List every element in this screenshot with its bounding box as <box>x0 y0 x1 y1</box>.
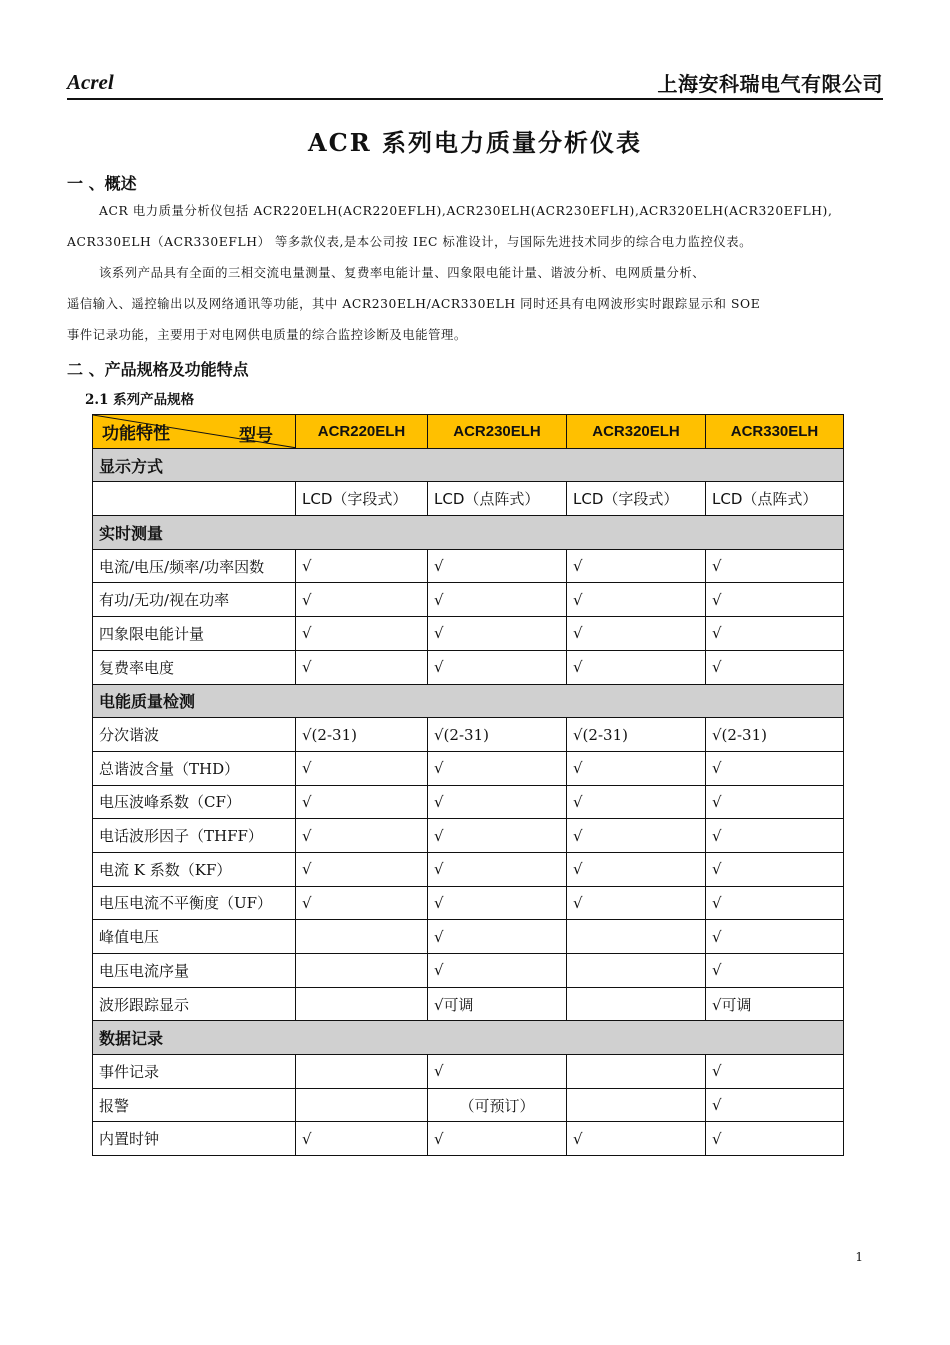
table-row <box>93 920 844 954</box>
table-cell: √ <box>428 886 567 920</box>
table-cell: √ <box>428 583 567 617</box>
corner-feature-label: 功能特性 <box>102 423 170 444</box>
brand-name: Acrel <box>67 70 114 94</box>
table-row <box>93 482 844 516</box>
feature-label: 分次谐波 <box>93 718 296 752</box>
table-cell: √ <box>428 1122 567 1156</box>
feature-label: 内置时钟 <box>93 1122 296 1156</box>
table-row <box>93 954 844 988</box>
section-label: 数据记录 <box>93 1021 844 1055</box>
page-header <box>67 66 883 100</box>
table-cell <box>296 920 428 954</box>
table-cell: √ <box>428 617 567 651</box>
section-label: 电能质量检测 <box>93 684 844 718</box>
table-cell: √ <box>567 886 706 920</box>
model-header: ACR330ELH <box>706 415 844 449</box>
table-cell: √ <box>296 650 428 684</box>
para1-line2: ACR330ELH（ACR330EFLH） 等多款仪表,是本公司按 IEC 标准设计，与国际先进技术同步的综合电力监控仪表。 <box>67 235 753 249</box>
table-cell: √ <box>428 819 567 853</box>
feature-label: 波形跟踪显示 <box>93 987 296 1021</box>
feature-label: 电压波峰系数（CF） <box>93 785 296 819</box>
table-cell <box>567 954 706 988</box>
section-label: 显示方式 <box>93 448 844 482</box>
table-cell: √ <box>706 852 844 886</box>
table-header-row <box>93 415 844 449</box>
table-cell: √ <box>706 819 844 853</box>
table-row <box>93 751 844 785</box>
table-cell: √ <box>428 954 567 988</box>
table-section-row <box>93 684 844 718</box>
subsection-heading: 2.1 系列产品规格 <box>85 392 195 408</box>
table-cell: √ <box>428 852 567 886</box>
table-cell: √可调 <box>706 987 844 1021</box>
table-cell <box>567 920 706 954</box>
table-cell: √ <box>428 549 567 583</box>
table-cell: √ <box>296 819 428 853</box>
table-row <box>93 852 844 886</box>
document-title: ACR 系列电力质量分析仪表 <box>307 128 643 157</box>
feature-label: 事件记录 <box>93 1055 296 1089</box>
company-name: 上海安科瑞电气有限公司 <box>657 72 883 96</box>
table-cell <box>296 1088 428 1122</box>
table-cell: √(2-31) <box>296 718 428 752</box>
table-section-row <box>93 1021 844 1055</box>
table-cell: √ <box>706 650 844 684</box>
table-row <box>93 583 844 617</box>
para1-line1: ACR 电力质量分析仪包括 ACR220ELH(ACR220EFLH),ACR230ELH(ACR230EFLH),ACR320ELH(ACR320EFLH), <box>99 204 833 218</box>
section-label: 实时测量 <box>93 516 844 550</box>
feature-label: 峰值电压 <box>93 920 296 954</box>
feature-label: 电流 K 系数（KF） <box>93 852 296 886</box>
table-cell: √ <box>706 785 844 819</box>
table-cell: √ <box>296 1122 428 1156</box>
table-row <box>93 549 844 583</box>
table-cell <box>296 954 428 988</box>
table-cell: √ <box>706 886 844 920</box>
table-cell: √ <box>428 751 567 785</box>
feature-label <box>93 482 296 516</box>
spec-table <box>92 414 844 1156</box>
table-cell: LCD（字段式） <box>567 482 706 516</box>
section-heading-overview: 一 、概述 <box>67 174 137 193</box>
table-cell: √ <box>428 1055 567 1089</box>
table-cell: √可调 <box>428 987 567 1021</box>
table-section-row <box>93 516 844 550</box>
table-row <box>93 718 844 752</box>
para2-line1: 该系列产品具有全面的三相交流电量测量、复费率电能计量、四象限电能计量、谐波分析、电网质量分析、 <box>99 266 706 280</box>
table-row <box>93 987 844 1021</box>
feature-label: 有功/无功/视在功率 <box>93 583 296 617</box>
table-cell: √ <box>567 583 706 617</box>
table-cell: √ <box>296 852 428 886</box>
table-cell: √ <box>706 549 844 583</box>
corner-header-cell <box>93 415 296 449</box>
table-cell: √(2-31) <box>706 718 844 752</box>
table-cell: √ <box>296 549 428 583</box>
table-cell: √ <box>706 583 844 617</box>
table-cell <box>296 1055 428 1089</box>
table-cell: √ <box>706 954 844 988</box>
table-cell: √ <box>567 617 706 651</box>
table-cell: √ <box>296 785 428 819</box>
table-cell: √ <box>567 1122 706 1156</box>
para2-line2: 遥信输入、遥控输出以及网络通讯等功能，其中 ACR230ELH/ACR330ELH 同时还具有电网波形实时跟踪显示和 SOE <box>67 297 761 311</box>
table-cell: √ <box>428 650 567 684</box>
table-cell: √(2-31) <box>567 718 706 752</box>
overview-paragraph <box>67 196 882 351</box>
feature-label: 电话波形因子（THFF） <box>93 819 296 853</box>
table-row <box>93 886 844 920</box>
table-cell: LCD（点阵式） <box>706 482 844 516</box>
page-number: 1 <box>855 1250 863 1264</box>
feature-label: 电压电流不平衡度（UF） <box>93 886 296 920</box>
para2-line3: 事件记录功能，主要用于对电网供电质量的综合监控诊断及电能管理。 <box>67 328 467 342</box>
feature-label: 复费率电度 <box>93 650 296 684</box>
table-cell: LCD（点阵式） <box>428 482 567 516</box>
model-header: ACR320ELH <box>567 415 706 449</box>
table-cell: √ <box>567 751 706 785</box>
table-cell: √ <box>706 1088 844 1122</box>
table-cell <box>567 987 706 1021</box>
table-section-row <box>93 448 844 482</box>
table-cell <box>296 987 428 1021</box>
feature-label: 电压电流序量 <box>93 954 296 988</box>
table-cell: LCD（字段式） <box>296 482 428 516</box>
table-cell: √ <box>567 852 706 886</box>
model-header: ACR220ELH <box>296 415 428 449</box>
table-row <box>93 1088 844 1122</box>
table-cell: √ <box>296 886 428 920</box>
table-cell: √ <box>706 1122 844 1156</box>
table-cell: √ <box>296 751 428 785</box>
table-cell: （可预订） <box>428 1088 567 1122</box>
feature-label: 总谐波含量（THD） <box>93 751 296 785</box>
table-cell: √ <box>567 549 706 583</box>
table-cell: √ <box>567 650 706 684</box>
table-cell: √ <box>567 785 706 819</box>
feature-label: 报警 <box>93 1088 296 1122</box>
table-row <box>93 819 844 853</box>
table-cell <box>567 1088 706 1122</box>
table-cell: √ <box>296 583 428 617</box>
feature-label: 四象限电能计量 <box>93 617 296 651</box>
table-row <box>93 1122 844 1156</box>
table-cell: √ <box>428 920 567 954</box>
table-cell <box>567 1055 706 1089</box>
corner-model-label: 型号 <box>239 426 273 446</box>
table-row <box>93 1055 844 1089</box>
model-header: ACR230ELH <box>428 415 567 449</box>
feature-label: 电流/电压/频率/功率因数 <box>93 549 296 583</box>
table-cell: √(2-31) <box>428 718 567 752</box>
table-row <box>93 785 844 819</box>
table-cell: √ <box>706 1055 844 1089</box>
table-cell: √ <box>706 617 844 651</box>
table-cell: √ <box>428 785 567 819</box>
table-row <box>93 617 844 651</box>
table-cell: √ <box>706 751 844 785</box>
table-cell: √ <box>567 819 706 853</box>
table-cell: √ <box>706 920 844 954</box>
table-row <box>93 650 844 684</box>
section-heading-specs: 二 、产品规格及功能特点 <box>67 360 249 379</box>
table-cell: √ <box>296 617 428 651</box>
